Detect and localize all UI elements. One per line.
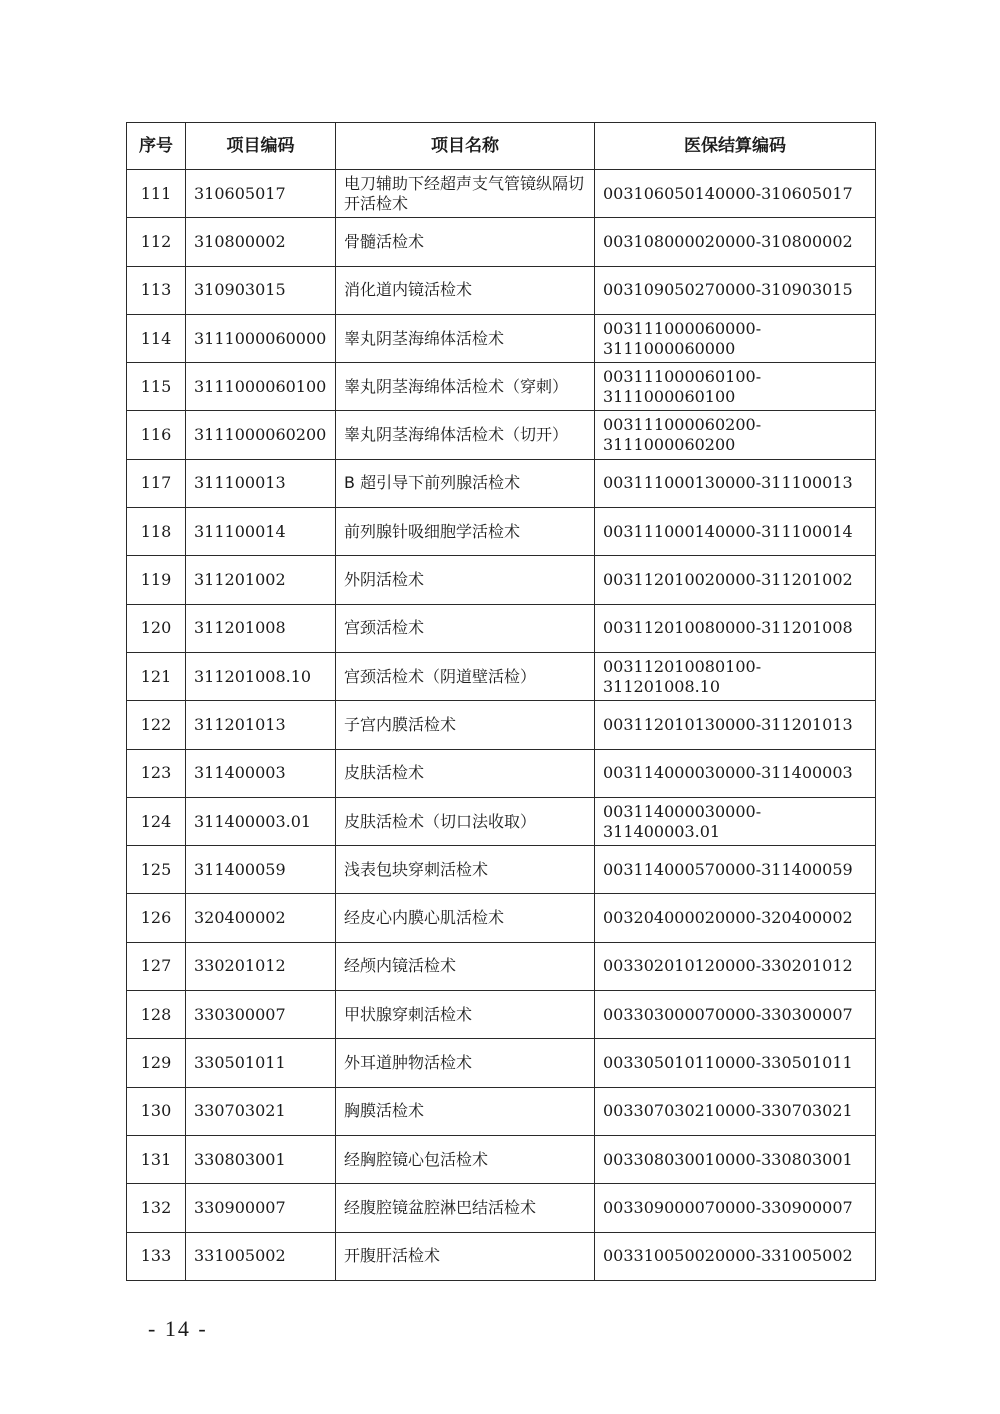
- settlement-code-cell: 003112010080100-311201008.10: [595, 652, 876, 700]
- header-code: 项目编码: [186, 123, 336, 170]
- project-name-cell: 睾丸阴茎海绵体活检术: [336, 314, 595, 362]
- row-number-cell: 113: [127, 266, 186, 314]
- table-row: [127, 1232, 876, 1280]
- settlement-code-cell: 003111000060200-3111000060200: [595, 411, 876, 459]
- table-row: [127, 556, 876, 604]
- settlement-code-cell: 003112010020000-311201002: [595, 556, 876, 604]
- project-code-cell: 330803001: [186, 1135, 336, 1183]
- project-code-cell: 330703021: [186, 1087, 336, 1135]
- project-name-cell: 经皮心内膜心肌活检术: [336, 894, 595, 942]
- settlement-code-cell: 003112010130000-311201013: [595, 701, 876, 749]
- header-no: 序号: [127, 123, 186, 170]
- project-name-cell: 消化道内镜活检术: [336, 266, 595, 314]
- project-code-cell: 310903015: [186, 266, 336, 314]
- project-name-cell: 外耳道肿物活检术: [336, 1039, 595, 1087]
- row-number-cell: 120: [127, 604, 186, 652]
- table-row: [127, 846, 876, 894]
- row-number-cell: 114: [127, 314, 186, 362]
- table-row: [127, 170, 876, 218]
- project-code-cell: 311201008.10: [186, 652, 336, 700]
- table-row: [127, 991, 876, 1039]
- table-row: [127, 266, 876, 314]
- project-code-cell: 331005002: [186, 1232, 336, 1280]
- settlement-code-cell: 003108000020000-310800002: [595, 218, 876, 266]
- table-row: [127, 1135, 876, 1183]
- table-body: [127, 170, 876, 1281]
- settlement-code-cell: 003111000140000-311100014: [595, 508, 876, 556]
- table-row: [127, 652, 876, 700]
- project-code-cell: 311400003: [186, 749, 336, 797]
- row-number-cell: 132: [127, 1184, 186, 1232]
- settlement-code-cell: 003309000070000-330900007: [595, 1184, 876, 1232]
- project-code-cell: 311201002: [186, 556, 336, 604]
- row-number-cell: 122: [127, 701, 186, 749]
- page-number: - 14 -: [148, 1316, 208, 1341]
- project-code-cell: 330201012: [186, 942, 336, 990]
- table-row: [127, 314, 876, 362]
- project-name-cell: 浅表包块穿刺活检术: [336, 846, 595, 894]
- row-number-cell: 115: [127, 363, 186, 411]
- settlement-code-cell: 003109050270000-310903015: [595, 266, 876, 314]
- settlement-code-cell: 003310050020000-331005002: [595, 1232, 876, 1280]
- project-name-cell: 皮肤活检术（切口法收取）: [336, 797, 595, 845]
- table-row: [127, 797, 876, 845]
- project-name-cell: 胸膜活检术: [336, 1087, 595, 1135]
- project-code-cell: 310800002: [186, 218, 336, 266]
- project-code-cell: 311201013: [186, 701, 336, 749]
- project-name-cell: 睾丸阴茎海绵体活检术（切开）: [336, 411, 595, 459]
- table-row: [127, 749, 876, 797]
- project-code-cell: 311400003.01: [186, 797, 336, 845]
- items-table: [126, 122, 876, 1281]
- project-name-cell: 睾丸阴茎海绵体活检术（穿刺）: [336, 363, 595, 411]
- project-name-cell: 子宫内膜活检术: [336, 701, 595, 749]
- project-name-cell: 骨髓活检术: [336, 218, 595, 266]
- row-number-cell: 129: [127, 1039, 186, 1087]
- table-row: [127, 411, 876, 459]
- project-name-cell: 宫颈活检术（阴道壁活检）: [336, 652, 595, 700]
- row-number-cell: 131: [127, 1135, 186, 1183]
- row-number-cell: 124: [127, 797, 186, 845]
- settlement-code-cell: 003307030210000-330703021: [595, 1087, 876, 1135]
- project-code-cell: 310605017: [186, 170, 336, 218]
- project-code-cell: 3111000060000: [186, 314, 336, 362]
- settlement-code-cell: 003114000030000-311400003.01: [595, 797, 876, 845]
- table-row: [127, 218, 876, 266]
- table-row: [127, 604, 876, 652]
- project-code-cell: 330900007: [186, 1184, 336, 1232]
- project-code-cell: 311100013: [186, 459, 336, 507]
- project-name-cell: 开腹肝活检术: [336, 1232, 595, 1280]
- table-row: [127, 1184, 876, 1232]
- project-code-cell: 320400002: [186, 894, 336, 942]
- row-number-cell: 116: [127, 411, 186, 459]
- row-number-cell: 111: [127, 170, 186, 218]
- settlement-code-cell: 003305010110000-330501011: [595, 1039, 876, 1087]
- settlement-code-cell: 003111000060100-3111000060100: [595, 363, 876, 411]
- settlement-code-cell: 003106050140000-310605017: [595, 170, 876, 218]
- row-number-cell: 117: [127, 459, 186, 507]
- project-name-cell: 电刀辅助下经超声支气管镜纵隔切开活检术: [336, 170, 595, 218]
- settlement-code-cell: 003111000060000-3111000060000: [595, 314, 876, 362]
- header-settle-code: 医保结算编码: [595, 123, 876, 170]
- settlement-code-cell: 003114000570000-311400059: [595, 846, 876, 894]
- table-row: [127, 1087, 876, 1135]
- settlement-code-cell: 003308030010000-330803001: [595, 1135, 876, 1183]
- header-name: 项目名称: [336, 123, 595, 170]
- project-code-cell: 311100014: [186, 508, 336, 556]
- project-code-cell: 311400059: [186, 846, 336, 894]
- row-number-cell: 128: [127, 991, 186, 1039]
- row-number-cell: 130: [127, 1087, 186, 1135]
- row-number-cell: 112: [127, 218, 186, 266]
- table-row: [127, 942, 876, 990]
- table-header-row: [127, 123, 876, 170]
- row-number-cell: 125: [127, 846, 186, 894]
- settlement-code-cell: 003303000070000-330300007: [595, 991, 876, 1039]
- project-name-cell: 宫颈活检术: [336, 604, 595, 652]
- settlement-code-cell: 003204000020000-320400002: [595, 894, 876, 942]
- table-row: [127, 701, 876, 749]
- project-name-cell: 前列腺针吸细胞学活检术: [336, 508, 595, 556]
- project-name-cell: 经腹腔镜盆腔淋巴结活检术: [336, 1184, 595, 1232]
- settlement-code-cell: 003112010080000-311201008: [595, 604, 876, 652]
- row-number-cell: 119: [127, 556, 186, 604]
- project-name-cell: 经胸腔镜心包活检术: [336, 1135, 595, 1183]
- project-name-cell: 皮肤活检术: [336, 749, 595, 797]
- row-number-cell: 123: [127, 749, 186, 797]
- table-row: [127, 1039, 876, 1087]
- project-name-cell: 外阴活检术: [336, 556, 595, 604]
- project-code-cell: 3111000060200: [186, 411, 336, 459]
- settlement-code-cell: 003302010120000-330201012: [595, 942, 876, 990]
- table-row: [127, 459, 876, 507]
- settlement-code-cell: 003111000130000-311100013: [595, 459, 876, 507]
- table-row: [127, 363, 876, 411]
- project-name-cell: 经颅内镜活检术: [336, 942, 595, 990]
- row-number-cell: 133: [127, 1232, 186, 1280]
- table-row: [127, 508, 876, 556]
- project-code-cell: 3111000060100: [186, 363, 336, 411]
- project-code-cell: 330501011: [186, 1039, 336, 1087]
- project-name-cell: B 超引导下前列腺活检术: [336, 459, 595, 507]
- row-number-cell: 121: [127, 652, 186, 700]
- row-number-cell: 118: [127, 508, 186, 556]
- project-code-cell: 311201008: [186, 604, 336, 652]
- project-name-cell: 甲状腺穿刺活检术: [336, 991, 595, 1039]
- row-number-cell: 126: [127, 894, 186, 942]
- settlement-code-cell: 003114000030000-311400003: [595, 749, 876, 797]
- row-number-cell: 127: [127, 942, 186, 990]
- project-code-cell: 330300007: [186, 991, 336, 1039]
- table-row: [127, 894, 876, 942]
